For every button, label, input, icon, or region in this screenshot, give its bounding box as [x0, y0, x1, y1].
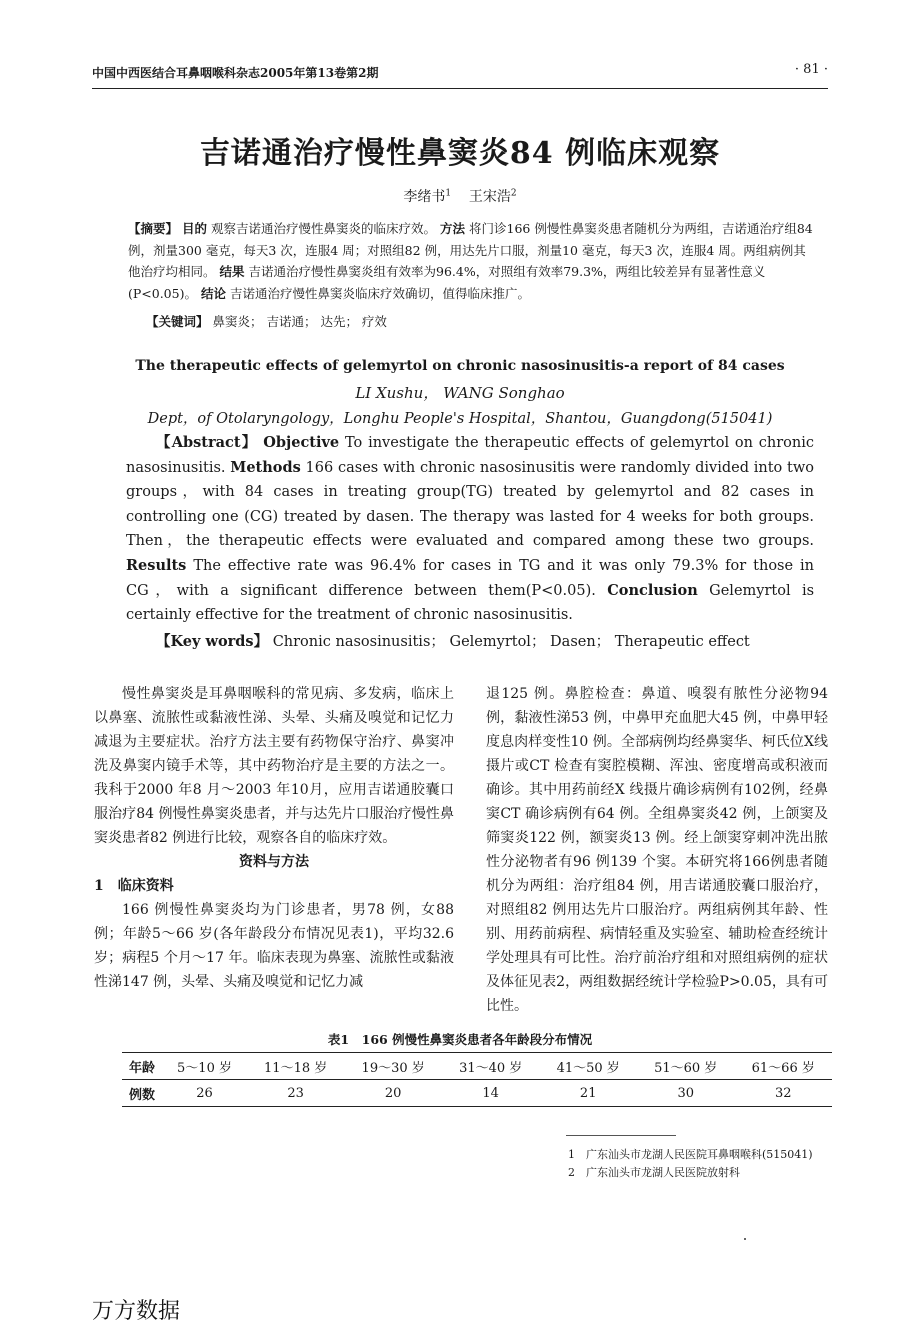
keywords-label: 【关键词】 — [146, 314, 209, 329]
objective-text-en: To investigate the therapeutic effects of gelemyrtol on chronic nasosinusitis. — [126, 435, 814, 476]
conclusion-text-en: Gelemyrtol is certainly effective for the treatment of chronic nasosinusitis. — [126, 582, 815, 624]
results-text-en: The effective rate was 96.4% for cases in TG and it was only 79.3% for those in CG，with a significant difference between them(P<0.05). — [126, 557, 814, 599]
english-title: The therapeutic effects of gelemyrtol on chronic nasosinusitis-a report of 84 cases — [135, 358, 785, 374]
table-row — [122, 1080, 832, 1107]
intro-paragraph: 慢性鼻窦炎是耳鼻咽喉科的常见病、多发病，临床上以鼻塞、流脓性或黏液性涕、头晕、头痛及嗅觉和记忆力减退为主要症状。治疗方法主要有药物保守治疗、鼻窦冲洗及鼻窦内镜手术等，其中药物治疗是主要的方法之一。我科于2000 年8 月～2003 年10月，应用吉诺通胶囊口服治疗84 例慢性鼻窦炎患者，并与达先片口服治疗慢性鼻窦炎患者82 例进行比较，观察各自的临床疗效。 — [94, 686, 454, 846]
age-distribution-table — [122, 1052, 832, 1107]
keywords-cn — [146, 312, 387, 330]
running-header — [92, 62, 828, 89]
footnotes — [568, 1146, 813, 1182]
table-cell: 14 — [442, 1080, 540, 1107]
table-caption: 表1 166 例慢性鼻窦炎患者各年龄段分布情况 — [327, 1032, 593, 1047]
author-2-affil: 2 — [510, 188, 517, 199]
conclusion-label-en: Conclusion — [607, 581, 698, 599]
author-2: 王宋浩 — [468, 189, 511, 205]
methods-label-en: Methods — [230, 458, 301, 476]
conclusion-label: 结论 — [200, 285, 226, 301]
section-title: 资料与方法 — [239, 854, 309, 870]
footnote-2: 2 广东汕头市龙湖人民医院放射科 — [568, 1166, 740, 1179]
table-cell: 61～66 岁 — [734, 1053, 832, 1080]
table-cell: 41～50 岁 — [539, 1053, 637, 1080]
english-authors: LI Xushu， WANG Songhao — [355, 384, 565, 402]
objective-label: 目的 — [182, 221, 208, 236]
english-affiliation: Dept，of Otolaryngology，Longhu People's Hospital，Shantou，Guangdong(515041) — [147, 411, 773, 427]
subsection-title: 1 临床资料 — [94, 878, 174, 894]
table-cell: 5～10 岁 — [162, 1053, 247, 1080]
table-cell: 11～18 岁 — [247, 1053, 345, 1080]
results-text: 吉诺通治疗慢性鼻窦炎组有效率为96.4%，对照组有效率79.3%，两组比较差异有显著性意义(P<0.05)。 — [128, 264, 766, 301]
body-column-left — [94, 682, 454, 994]
objective-text: 观察吉诺通治疗慢性鼻窦炎的临床疗效。 — [211, 221, 437, 236]
page-number: · 81 · — [794, 62, 828, 77]
table-cell: 31～40 岁 — [442, 1053, 540, 1080]
table-cell: 51～60 岁 — [637, 1053, 735, 1080]
abstract-cn — [128, 218, 814, 304]
author-1-affil: 1 — [445, 188, 452, 199]
methods-text: 将门诊166 例慢性鼻窦炎患者随机分为两组，吉诺通治疗组84 例，剂量300 毫克，每天3 次，连服4 周；对照组82 例，用达先片口服，剂量10 毫克，每天3 次，连服4 周。两组病例其他治疗均相同。 — [128, 221, 813, 279]
results-label: 结果 — [219, 264, 245, 279]
keywords-text: 鼻窦炎； 吉诺通； 达先； 疗效 — [212, 314, 387, 329]
english-keywords — [156, 630, 750, 651]
objective-label-en: Objective — [263, 434, 340, 451]
table-row — [122, 1053, 832, 1080]
row-header-age: 年龄 — [122, 1053, 162, 1080]
row-header-count: 例数 — [122, 1080, 162, 1107]
article-title: 吉诺通治疗慢性鼻窦炎84 例临床观察 — [199, 136, 721, 171]
authors-cn — [0, 186, 920, 206]
table-cell: 26 — [162, 1080, 247, 1107]
table-cell: 19～30 岁 — [344, 1053, 442, 1080]
keywords-label-en: 【Key words】 — [156, 633, 269, 650]
table-cell: 21 — [539, 1080, 637, 1107]
results-label-en: Results — [126, 556, 187, 574]
table-cell: 30 — [637, 1080, 735, 1107]
brand-watermark: 万方数据 — [92, 1299, 181, 1324]
methods-label: 方法 — [440, 221, 466, 236]
author-1: 李绪书 — [403, 189, 446, 205]
body-column-right — [486, 682, 828, 1018]
footnote-divider — [566, 1135, 676, 1136]
footnote-1: 1 广东汕头市龙湖人民医院耳鼻咽喉科(515041) — [568, 1148, 813, 1161]
conclusion-text: 吉诺通治疗慢性鼻窦炎临床疗效确切，值得临床推广。 — [229, 285, 530, 301]
table-cell: 23 — [247, 1080, 345, 1107]
clinical-data-paragraph: 166 例慢性鼻窦炎均为门诊患者，男78 例，女88例；年龄5～66 岁(各年龄段分布情况见表1)，平均32.6 岁；病程5 个月～17 年。临床表现为鼻塞、流脓性或黏液性涕147 例，头晕、头痛及嗅觉和记忆力减 — [94, 902, 454, 990]
stray-mark — [744, 1238, 746, 1240]
english-abstract — [126, 431, 814, 628]
clinical-data-continued: 退125 例。鼻腔检查：鼻道、嗅裂有脓性分泌物94 例，黏液性涕53 例，中鼻甲充血肥大45 例，中鼻甲轻度息肉样变性10 例。全部病例均经鼻窦华、柯氏位X线摄片或CT 检查有窦腔模糊、浑浊、密度增高或积液而确诊。其中用药前经X 线摄片确诊病例有102例，经鼻窦CT 确诊病例有64 例。全组鼻窦炎42 例，上颌窦及筛窦炎122 例，额窦炎13 例。经上颌窦穿刺冲洗出脓性分泌物者有96 例139 个窦。本研究将166例患者随机分为两组：治疗组84 例，用吉诺通胶囊口服治疗，对照组82 例用达先片口服治疗。两组病例其年龄、性别、用药前病程、病情轻重及实验室、辅助检查经统计学处理具有可比性。治疗前治疗组和对照组病例的症状及体征见表2，两组数据经统计学检验P>0.05，具有可比性。 — [486, 686, 828, 1014]
methods-text-en: 166 cases with chronic nasosinusitis were randomly divided into two groups，with 84 cases in treating group(TG) treated by gelemyrtol and 82 cases in controlling one (CG) treated by dasen. The therapy was lasted for 4 weeks for both groups. Then，the therapeutic effects were evaluated and compared among these two groups. — [126, 459, 815, 550]
journal-name: 中国中西医结合耳鼻咽喉科杂志2005年第13卷第2期 — [92, 66, 379, 80]
abstract-label: 【摘要】 — [128, 221, 179, 236]
abstract-label-en: 【Abstract】 — [156, 434, 258, 451]
keywords-text-en: Chronic nasosinusitis； Gelemyrtol； Dasen； Therapeutic effect — [272, 634, 750, 650]
table-cell: 20 — [344, 1080, 442, 1107]
table-cell: 32 — [734, 1080, 832, 1107]
